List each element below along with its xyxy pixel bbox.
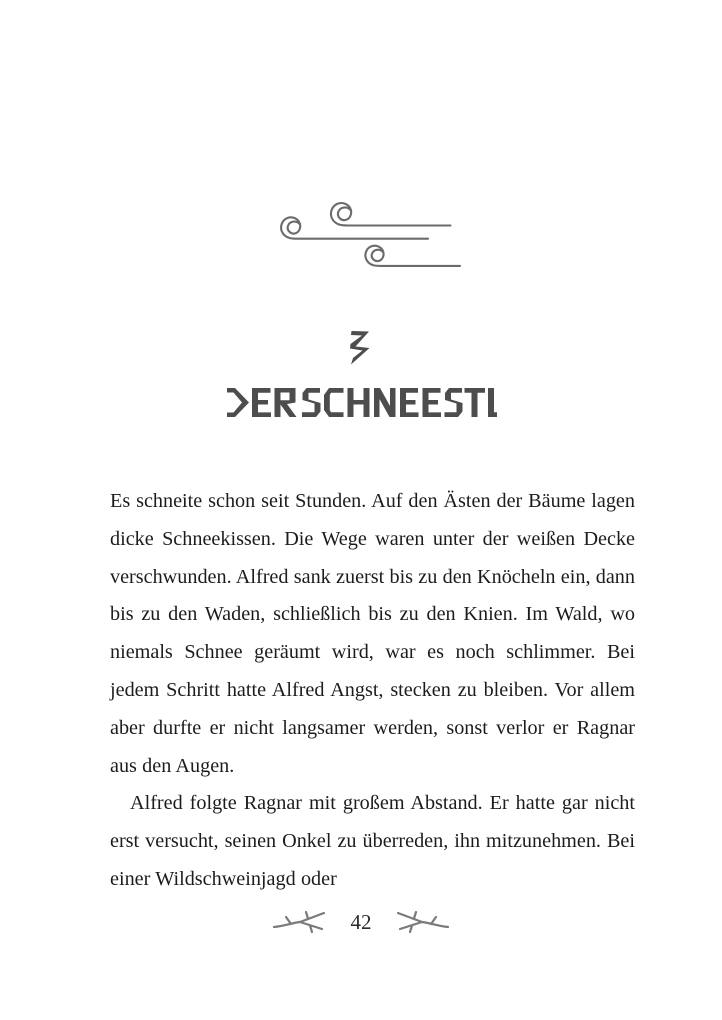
page-footer [0, 898, 722, 946]
chapter-body [110, 483, 635, 899]
chapter-number [0, 322, 722, 369]
twig-branch-icon [272, 907, 330, 937]
page-number: 42 [350, 910, 372, 934]
twig-branch-icon [392, 907, 450, 937]
wind-swirls-ornament [272, 178, 468, 276]
chapter-title [0, 384, 722, 424]
body-paragraph: Alfred folgte Ragnar mit großem Abstand. Er hatte gar nicht erst versucht, seinen Onkel zu überreden, ihn mitzunehmen. Bei einer Wildschweinjagd oder [110, 792, 635, 890]
body-paragraph: Es schneite schon seit Stunden. Auf den Ästen der Bäume lagen dicke Schneekissen. Die Wege waren unter der weißen Decke verschwunden. Alfred sank zuerst bis zu den Knöcheln ein, dann bis zu den Waden, schließlich bis zu den Knien. Im Wald, wo niemals Schnee geräumt wird, war es noch schlimmer. Bei jedem Schritt hatte Alfred Angst, stecken zu bleiben. Vor allem aber durfte er nicht langsamer werden, sonst verlor er Ragnar aus den Augen. [110, 490, 635, 777]
